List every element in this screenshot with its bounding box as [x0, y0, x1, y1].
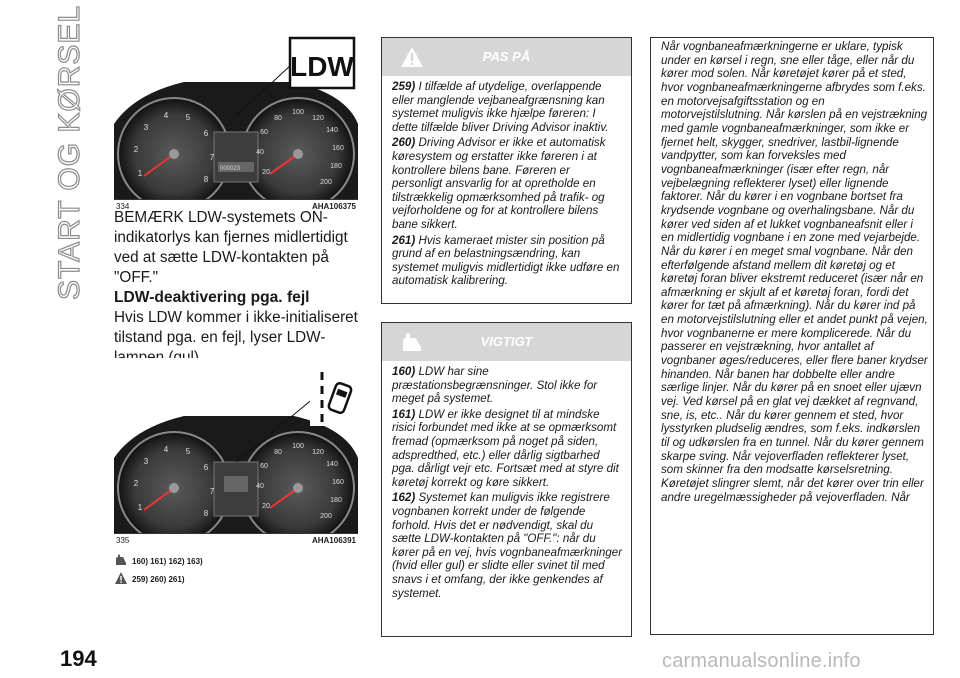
instrument-cluster-illustration [114, 24, 358, 200]
rpm-label-5: 5 [185, 113, 191, 122]
speed-label-120: 120 [312, 115, 324, 122]
caution-item [392, 136, 623, 231]
hand-warning-icon [400, 331, 424, 353]
continuation-text: Når vognbaneafmærkningerne er uklare, typisk under en kørsel i regn, sne eller tåge, eller når du kører mod solen. Når køretøjet kører på et sted, hvor vognbaneafmærkningerne afbrydes som f.eks. en motorvejsafgiftsstation og en motorvejstilslutning. Når kørslen på en vejstrækning med gamle vognbaneafmærkninger, som ikke er fjernet helt, skygger, snedriver, lastbil-lignende vandpytter, som kan forveksles med vognbaneafmærkninger (især efter regn, når vejbelægning reflekterer lyset) eller lignende faktorer. Når du kører i en vognbane bortset fra krydsende vognbane og overhalingsbane. Når du kører ved siden af et lukket vognbaneafsnit eller i en midlertidig vognbane i en zone med vejarbejde. Når du kører i en meget smal vognbane. Når den efterfølgende afstand mellem dit køretøj og et køretøj foran bliver ekstremt reduceret (især når en afmærkning er skjult af et køretøj foran, fordi det kører for tæt på afmærkning). Når du kører ind på en motorvejstilslutning eller et andet punkt på vejen, hvor vognbanerne er mere komplicerede. Når du passerer en vejstrækning, hvor antallet af vognbaner øges/reduceres, eller flere baner krydser hinanden. Når banen har dobbelte eller andre særlige linjer. Når du kører på en snoet eller ujævn vej. Ved kørsel på en glat vej dækket af regnvand, sne, is, etc.. Når du kører gennem et sted, hvor lysstyrken pludselig ændres, som f.eks. indkørslen til og udkørslen fra en tunnel. Når du kører gennem skarpe sving. Når vejoverfladen reflekterer lyset, som skinner fra den modsatte kørselsretning. Køretøjet slingrer slemt, når det kører over trin eller andre uregelmæssigheder på vejoverfladen. Når [661, 40, 928, 504]
rpm-label-8: 8 [203, 509, 209, 518]
figure-335 [114, 358, 358, 548]
item-text: LDW har sine præstationsbegrænsninger. Stol ikke for meget på systemet. [392, 365, 598, 406]
rpm-label-2: 2 [133, 145, 139, 154]
speed-label-100: 100 [292, 443, 304, 450]
reference-text: 259) 260) 261) [132, 575, 185, 584]
figure-code: AHA106375 [311, 202, 356, 211]
item-text: I tilfælde af utydelige, overlappende eller manglende vejbaneafgrænsning kan systemet muligvis ikke hjælpe føreren: I dette tilfælde bliver Driving Advisor inaktiv. [392, 80, 609, 134]
figure-number: 335 [116, 536, 130, 545]
speed-label-20: 20 [262, 169, 270, 176]
speed-label-20: 20 [262, 503, 270, 510]
caution-title: PAS PÅ [482, 49, 531, 64]
speed-label-60: 60 [260, 129, 268, 136]
rpm-label-6: 6 [203, 129, 209, 138]
item-number: 259) [392, 80, 416, 93]
item-number: 260) [392, 136, 416, 150]
rpm-label-3: 3 [143, 457, 149, 466]
reference-row-important [114, 553, 314, 571]
lane-departure-icon [310, 368, 358, 426]
item-text: Driving Advisor er ikke et automatisk køresystem og erstatter ikke føreren i at kontrollere bilens bane. Føreren er personligt ansvarlig for at opretholde en tilstrækkelig opmærksomhed på trafik- og vejforholdene og for at kontrollere bilens bane sikkert. [392, 136, 606, 231]
speed-label-160: 160 [332, 145, 344, 152]
speed-label-80: 80 [274, 449, 282, 456]
warning-triangle-icon [114, 571, 128, 585]
speed-label-140: 140 [326, 127, 338, 134]
item-number: 261) [392, 233, 416, 247]
note-paragraph: BEMÆRK LDW-systemets ON-indikatorlys kan fjernes midlertidigt ved at sætte LDW-kontakten på "OFF." [114, 209, 348, 286]
figure-number: 334 [116, 202, 130, 211]
speed-label-40: 40 [256, 483, 264, 490]
caution-item [392, 80, 623, 134]
rpm-label-5: 5 [185, 447, 191, 456]
odometer-readout: 000023 [220, 166, 241, 172]
speed-label-60: 60 [260, 463, 268, 470]
page-number: 194 [60, 646, 97, 671]
item-text: Hvis kameraet mister sin position på grund af en belastningsændring, kan systemet muligvis midlertidigt ikke udføre en automatisk kalibrering. [392, 233, 620, 288]
speed-label-40: 40 [256, 149, 264, 156]
rpm-label-6: 6 [203, 463, 209, 472]
rpm-label-4: 4 [163, 111, 169, 120]
important-title: VIGTIGT [480, 334, 533, 349]
item-text: LDW er ikke designet til at mindske risici forbundet med ikke at se opmærksomt fremad (opmærksom på noget på siden, adspredthed, etc.) eller dårlig sigtbarhed pga. dårligt vejr etc. Fortsæt med at styre dit køretøj korrekt og køre sikkert. [392, 407, 619, 489]
section-tab [50, 4, 90, 300]
item-text: Systemet kan muligvis ikke registrere vognbanen korrekt under de følgende forhold. Hvis det er nødvendigt, skal du sætte LDW-kontakten på "OFF.": når du kører på en vej, hvis vognbaneafmærkninger (hvid eller gul) er slidte eller svinet til med snavs i et omfang, der ikke genkendes af systemet. [392, 491, 623, 600]
speed-label-200: 200 [320, 179, 332, 186]
figure-334 [114, 24, 358, 214]
rpm-label-7: 7 [209, 487, 215, 496]
important-item [392, 365, 623, 406]
item-number: 160) [392, 365, 416, 378]
body-paragraph: Hvis LDW kommer i ikke-initialiseret tilstand pga. en fejl, lyser LDW- [114, 309, 358, 346]
important-item [392, 408, 623, 490]
rpm-label-1: 1 [137, 169, 143, 178]
important-item [392, 491, 623, 600]
continuation-column [650, 37, 934, 635]
warning-triangle-icon [400, 46, 424, 68]
instrument-cluster-illustration [114, 358, 358, 534]
caution-item [392, 234, 623, 288]
figure-caption [114, 533, 358, 548]
rpm-label-3: 3 [143, 123, 149, 132]
important-box-header [382, 323, 631, 361]
speed-label-180: 180 [330, 163, 342, 170]
section-heading: LDW-deaktivering pga. fejl [114, 289, 310, 306]
reference-row-caution [114, 571, 314, 589]
ldw-badge: LDW [290, 51, 354, 82]
section-title: START OG KØRSEL [53, 4, 86, 300]
speed-label-180: 180 [330, 497, 342, 504]
rpm-label-1: 1 [137, 503, 143, 512]
speed-label-100: 100 [292, 109, 304, 116]
rpm-label-8: 8 [203, 175, 209, 184]
item-number: 162) [392, 491, 416, 505]
figure-code: AHA106391 [311, 536, 356, 545]
speed-label-140: 140 [326, 461, 338, 468]
speed-label-160: 160 [332, 479, 344, 486]
rpm-label-7: 7 [209, 153, 215, 162]
rpm-label-2: 2 [133, 479, 139, 488]
reference-text: 160) 161) 162) 163) [132, 557, 203, 566]
caution-box [381, 37, 632, 304]
hand-warning-icon [114, 553, 128, 567]
rpm-label-4: 4 [163, 445, 169, 454]
important-box [381, 322, 632, 637]
speed-label-80: 80 [274, 115, 282, 122]
watermark: carmanualsonline.info [662, 650, 861, 672]
speed-label-120: 120 [312, 449, 324, 456]
caution-box-header [382, 38, 631, 76]
speed-label-200: 200 [320, 513, 332, 520]
cross-references [114, 553, 314, 589]
item-number: 161) [392, 407, 416, 421]
